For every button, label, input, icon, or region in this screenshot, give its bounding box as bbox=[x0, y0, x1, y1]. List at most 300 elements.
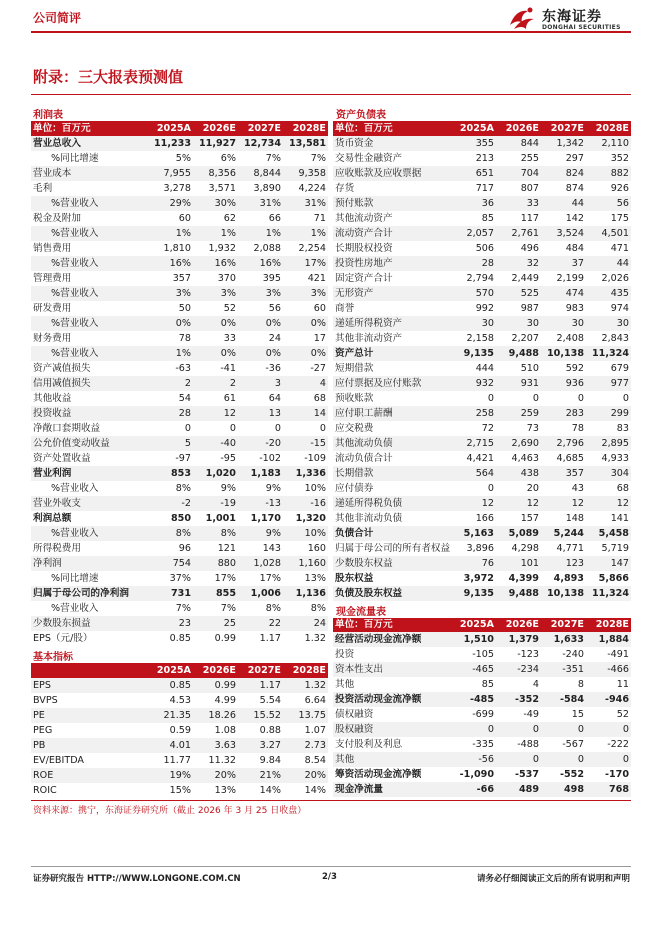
table-row bbox=[333, 316, 631, 331]
cell-2027e: -567 bbox=[562, 739, 584, 750]
logo-wave-icon bbox=[508, 5, 538, 33]
table-row bbox=[31, 556, 328, 571]
row-label: 固定资产合计 bbox=[335, 273, 393, 284]
row-label: 递延所得税资产 bbox=[333, 316, 451, 331]
cell-2025a: -2 bbox=[148, 496, 193, 511]
table-row bbox=[31, 181, 328, 196]
row-label: %营业收入 bbox=[31, 346, 148, 361]
cell-2028e: 471 bbox=[610, 243, 629, 254]
cell-2026e: 1,932 bbox=[208, 243, 236, 254]
cell-2027e: -351 bbox=[541, 662, 586, 677]
title-divider bbox=[31, 94, 631, 95]
row-label: 净利润 bbox=[31, 556, 148, 571]
cell-2028e: 2.73 bbox=[283, 738, 328, 753]
cell-2028e: 8.54 bbox=[304, 755, 326, 766]
table-row bbox=[333, 196, 631, 211]
table-row bbox=[31, 526, 328, 541]
unit-label: 单位：百万元 bbox=[333, 122, 451, 136]
row-label: EPS（元/股） bbox=[33, 633, 93, 644]
table-row bbox=[31, 301, 328, 316]
cell-2025a: 651 bbox=[451, 166, 496, 181]
cell-2026e: 1% bbox=[193, 226, 238, 241]
cell-2028e: 83 bbox=[616, 423, 629, 434]
table-row bbox=[333, 526, 631, 541]
cell-2028e: 8% bbox=[310, 603, 326, 614]
cell-2028e: 2,254 bbox=[298, 243, 326, 254]
row-label: 流动负债合计 bbox=[335, 453, 393, 464]
row-label: 投资收益 bbox=[31, 406, 148, 421]
row-label: 所得税费用 bbox=[33, 543, 81, 554]
cell-2025a: 213 bbox=[475, 153, 494, 164]
cell-2026e: 370 bbox=[217, 273, 236, 284]
cell-2025a: -485 bbox=[451, 692, 496, 707]
cell-2027e: 21% bbox=[238, 768, 283, 783]
cell-2026e: 73 bbox=[526, 423, 539, 434]
cell-2028e: 2,843 bbox=[601, 333, 629, 344]
cell-2026e: 855 bbox=[193, 586, 238, 601]
table-row bbox=[31, 511, 328, 526]
cell-2025a: 16% bbox=[148, 256, 193, 271]
cell-2028e: 20% bbox=[283, 768, 328, 783]
cell-2026e: -49 bbox=[523, 709, 539, 720]
cell-2027e: 592 bbox=[565, 363, 584, 374]
cell-2027e: -36 bbox=[265, 363, 281, 374]
cell-2027e: 983 bbox=[565, 303, 584, 314]
cell-2028e: 2,110 bbox=[586, 136, 631, 151]
cell-2028e: -491 bbox=[607, 649, 629, 660]
cell-2027e: 56 bbox=[268, 303, 281, 314]
table-row bbox=[31, 738, 328, 753]
cell-2025a: 258 bbox=[451, 406, 496, 421]
row-label: 商誉 bbox=[335, 303, 355, 314]
cell-2025a: 85 bbox=[481, 213, 494, 224]
cell-2025a: 444 bbox=[475, 363, 494, 374]
table-row bbox=[31, 241, 328, 256]
row-label: 应付票据及应付账款 bbox=[333, 376, 451, 391]
cell-2025a: 3,972 bbox=[463, 573, 494, 584]
row-label: 债权融资 bbox=[335, 709, 374, 720]
row-label: 营业成本 bbox=[31, 166, 148, 181]
cell-2025a: 0 bbox=[487, 483, 494, 494]
cell-2027e: 283 bbox=[541, 406, 586, 421]
cell-2026e: 880 bbox=[193, 556, 238, 571]
cell-2028e: -170 bbox=[604, 769, 629, 780]
cell-2027e: 143 bbox=[262, 543, 281, 554]
cell-2026e: -41 bbox=[220, 363, 236, 374]
cell-2027e: 5.54 bbox=[259, 695, 281, 706]
cell-2027e: 14% bbox=[259, 785, 281, 796]
cell-2027e: 484 bbox=[565, 243, 584, 254]
cell-2028e: 974 bbox=[610, 303, 629, 314]
cell-2025a: 2 bbox=[148, 376, 193, 391]
cell-2028e: 17% bbox=[283, 256, 328, 271]
cell-2025a: 166 bbox=[475, 513, 494, 524]
cell-2028e: 60 bbox=[313, 303, 326, 314]
table-row bbox=[333, 451, 631, 466]
cell-2025a: 4.53 bbox=[169, 695, 191, 706]
table-row bbox=[333, 737, 631, 752]
cell-2027e: 24 bbox=[268, 333, 281, 344]
cell-2026e: 4.99 bbox=[214, 695, 236, 706]
cell-2028e: 299 bbox=[586, 406, 631, 421]
cell-2026e: 13% bbox=[214, 785, 236, 796]
table-row bbox=[31, 496, 328, 511]
row-label: %同比增速 bbox=[51, 153, 99, 164]
col-2027e: 2027E bbox=[541, 122, 586, 136]
cell-2025a: 5 bbox=[148, 436, 193, 451]
cell-2028e: 24 bbox=[283, 616, 328, 631]
cell-2026e: 807 bbox=[520, 183, 539, 194]
table-row bbox=[333, 707, 631, 722]
cell-2025a: 8% bbox=[148, 526, 193, 541]
row-label: 应付债券 bbox=[335, 483, 374, 494]
balance-sheet-table bbox=[333, 122, 631, 601]
cell-2027e: 2,088 bbox=[253, 243, 281, 254]
cell-2028e: 6.64 bbox=[304, 695, 326, 706]
cell-2026e: 438 bbox=[496, 466, 541, 481]
row-label: 其他 bbox=[333, 752, 451, 767]
cell-2028e: 0 bbox=[586, 722, 631, 737]
col-2027e: 2027E bbox=[238, 664, 283, 678]
cell-2028e: 2,026 bbox=[601, 273, 629, 284]
cell-2028e: 926 bbox=[610, 183, 629, 194]
cell-2028e: 13% bbox=[304, 573, 326, 584]
table-row bbox=[333, 286, 631, 301]
cell-2026e: -537 bbox=[514, 769, 539, 780]
cell-2025a: 570 bbox=[451, 286, 496, 301]
cell-2028e: 13.75 bbox=[283, 708, 328, 723]
cell-2026e: 16% bbox=[193, 256, 238, 271]
row-label: 短期借款 bbox=[335, 363, 374, 374]
income-header-row bbox=[31, 122, 328, 136]
company-logo bbox=[508, 5, 633, 33]
cell-2026e: 4,298 bbox=[511, 543, 539, 554]
cell-2026e: 25 bbox=[193, 616, 238, 631]
table-row bbox=[333, 181, 631, 196]
cell-2028e: 1.07 bbox=[304, 725, 326, 736]
cell-2028e: 160 bbox=[307, 543, 326, 554]
row-label: EV/EBITDA bbox=[33, 755, 84, 766]
row-label: 其他收益 bbox=[33, 393, 72, 404]
row-label: 资产减值损失 bbox=[33, 363, 91, 374]
cell-2027e: 0% bbox=[238, 346, 283, 361]
cell-2025a: 850 bbox=[170, 513, 191, 524]
cell-2026e: -234 bbox=[496, 662, 541, 677]
table-row bbox=[31, 391, 328, 406]
cell-2026e: 9,488 bbox=[496, 586, 541, 601]
row-label: 其他流动资产 bbox=[335, 213, 393, 224]
cell-2025a: -335 bbox=[472, 739, 494, 750]
cell-2026e: 987 bbox=[520, 303, 539, 314]
cell-2026e: 8,356 bbox=[193, 166, 238, 181]
row-label: 存货 bbox=[335, 183, 355, 194]
cell-2025a: 0.59 bbox=[169, 725, 191, 736]
row-label: 应付职工薪酬 bbox=[333, 406, 451, 421]
col-2025a: 2025A bbox=[148, 122, 193, 136]
cell-2028e: 68 bbox=[313, 393, 326, 404]
row-label: 资产处置收益 bbox=[33, 453, 91, 464]
cell-2026e: 2,207 bbox=[511, 333, 539, 344]
cell-2028e: 768 bbox=[586, 782, 631, 797]
table-row bbox=[31, 466, 328, 481]
cell-2026e: 0 bbox=[229, 423, 236, 434]
cell-2026e: 4 bbox=[532, 679, 539, 690]
row-label: 研发费用 bbox=[33, 303, 72, 314]
cell-2027e: 1,342 bbox=[541, 136, 586, 151]
cell-2026e: -95 bbox=[220, 453, 236, 464]
row-label: %营业收入 bbox=[31, 226, 148, 241]
cell-2028e: 17 bbox=[313, 333, 326, 344]
row-label: BVPS bbox=[33, 695, 58, 706]
table-row bbox=[333, 421, 631, 436]
cell-2028e: -27 bbox=[310, 363, 326, 374]
cell-2025a: 28 bbox=[451, 256, 496, 271]
cell-2025a: 1,810 bbox=[163, 243, 191, 254]
cell-2026e: 1,020 bbox=[193, 466, 238, 481]
cell-2025a: -66 bbox=[451, 782, 496, 797]
cell-2028e: 1,160 bbox=[283, 556, 328, 571]
cell-2028e: 5,719 bbox=[601, 543, 629, 554]
table-row bbox=[333, 151, 631, 166]
table-row bbox=[31, 376, 328, 391]
row-label: 预收账款 bbox=[335, 393, 374, 404]
cell-2028e: -466 bbox=[586, 662, 631, 677]
col-2026e: 2026E bbox=[496, 122, 541, 136]
cell-2026e: 2,449 bbox=[511, 273, 539, 284]
cell-2028e: 30 bbox=[586, 316, 631, 331]
cell-2025a: 19% bbox=[148, 768, 193, 783]
table-row bbox=[31, 753, 328, 768]
table-row bbox=[333, 361, 631, 376]
cell-2027e: 17% bbox=[259, 573, 281, 584]
cell-2028e: 10% bbox=[304, 483, 326, 494]
cell-2028e: 1,884 bbox=[586, 632, 631, 647]
cell-2027e: -584 bbox=[541, 692, 586, 707]
cell-2028e: -16 bbox=[283, 496, 328, 511]
cell-2027e: 1,170 bbox=[250, 513, 281, 524]
row-label: PEG bbox=[33, 725, 53, 736]
table-row bbox=[333, 256, 631, 271]
cell-2028e: -946 bbox=[586, 692, 631, 707]
indicators-title: 基本指标 bbox=[33, 652, 73, 663]
cell-2028e: 68 bbox=[616, 483, 629, 494]
row-label: 货币资金 bbox=[333, 136, 451, 151]
cell-2027e: 78 bbox=[571, 423, 584, 434]
table-row bbox=[31, 286, 328, 301]
cell-2025a: -97 bbox=[175, 453, 191, 464]
cell-2025a: 731 bbox=[148, 586, 193, 601]
col-2025a: 2025A bbox=[451, 122, 496, 136]
indicators-header-blank bbox=[31, 664, 148, 678]
row-label: 投资性房地产 bbox=[333, 256, 451, 271]
col-2027e: 2027E bbox=[238, 122, 283, 136]
table-row bbox=[333, 782, 631, 797]
cell-2026e: 0% bbox=[193, 346, 238, 361]
cell-2027e: -240 bbox=[562, 649, 584, 660]
page-number: 2/3 bbox=[322, 872, 337, 882]
cell-2028e: 141 bbox=[610, 513, 629, 524]
cell-2028e: 1,320 bbox=[295, 513, 326, 524]
cell-2027e: 0 bbox=[541, 752, 586, 767]
cell-2025a: 853 bbox=[148, 466, 193, 481]
cell-2027e: 9% bbox=[265, 483, 281, 494]
table-row bbox=[333, 271, 631, 286]
cell-2025a: 9,135 bbox=[451, 586, 496, 601]
cell-2027e: 498 bbox=[541, 782, 586, 797]
row-label: %营业收入 bbox=[31, 286, 148, 301]
cell-2025a: 717 bbox=[475, 183, 494, 194]
cell-2025a: 96 bbox=[178, 543, 191, 554]
cell-2027e: 64 bbox=[268, 393, 281, 404]
cell-2027e: 3,890 bbox=[253, 183, 281, 194]
cell-2028e: 71 bbox=[313, 213, 326, 224]
table-row bbox=[333, 346, 631, 361]
table-row bbox=[333, 767, 631, 782]
cell-2027e: 31% bbox=[238, 196, 283, 211]
row-label: ROIC bbox=[33, 785, 57, 796]
cell-2025a: -56 bbox=[451, 752, 496, 767]
row-label: 公允价值变动收益 bbox=[31, 436, 148, 451]
cell-2025a: 1% bbox=[148, 226, 193, 241]
table-row bbox=[333, 301, 631, 316]
cell-2025a: 29% bbox=[148, 196, 193, 211]
cell-2028e: 7% bbox=[310, 153, 326, 164]
income-title: 利润表 bbox=[33, 110, 63, 121]
row-label: PB bbox=[31, 738, 148, 753]
cell-2028e: 11,324 bbox=[586, 586, 631, 601]
cell-2026e: 525 bbox=[496, 286, 541, 301]
cell-2025a: 5% bbox=[175, 153, 191, 164]
cell-2026e: 1,001 bbox=[205, 513, 236, 524]
row-label: 投资 bbox=[335, 649, 355, 660]
section-title: 附录：三大报表预测值 bbox=[33, 68, 184, 86]
row-label: %营业收入 bbox=[31, 256, 148, 271]
cell-2027e: 395 bbox=[262, 273, 281, 284]
cell-2026e: 30 bbox=[496, 316, 541, 331]
cell-2025a: 0 bbox=[184, 423, 191, 434]
table-row bbox=[333, 647, 631, 662]
row-label: 负债合计 bbox=[333, 526, 451, 541]
cell-2028e: 0% bbox=[283, 316, 328, 331]
table-row bbox=[31, 316, 328, 331]
cell-2028e: 44 bbox=[586, 256, 631, 271]
table-row bbox=[31, 481, 328, 496]
cell-2026e: 0% bbox=[193, 316, 238, 331]
table-row bbox=[333, 662, 631, 677]
cell-2025a: 2,057 bbox=[451, 226, 496, 241]
row-label: 无形资产 bbox=[333, 286, 451, 301]
cell-2026e: 157 bbox=[520, 513, 539, 524]
cell-2027e: 0 bbox=[577, 393, 584, 404]
cell-2027e: 148 bbox=[565, 513, 584, 524]
cell-2026e: 117 bbox=[520, 213, 539, 224]
row-label: 财务费用 bbox=[33, 333, 72, 344]
cell-2025a: 357 bbox=[172, 273, 191, 284]
cell-2027e: 936 bbox=[541, 376, 586, 391]
cell-2026e: 931 bbox=[496, 376, 541, 391]
row-label: 营业外收支 bbox=[31, 496, 148, 511]
cell-2027e: 43 bbox=[571, 483, 584, 494]
cell-2026e: 0 bbox=[496, 722, 541, 737]
cell-2026e: 20% bbox=[193, 768, 238, 783]
cell-2027e: 142 bbox=[565, 213, 584, 224]
table-row bbox=[333, 391, 631, 406]
cell-2026e: -488 bbox=[517, 739, 539, 750]
row-label: 营业总收入 bbox=[31, 136, 148, 151]
cell-2027e: 2,408 bbox=[556, 333, 584, 344]
row-label: 经营活动现金流净额 bbox=[333, 632, 451, 647]
cell-2028e: 14% bbox=[304, 785, 326, 796]
cell-2028e: 435 bbox=[586, 286, 631, 301]
cell-2025a: 932 bbox=[451, 376, 496, 391]
table-row bbox=[333, 136, 631, 151]
table-row bbox=[333, 722, 631, 737]
row-label: 其他流动负债 bbox=[333, 436, 451, 451]
cell-2026e: 2 bbox=[193, 376, 238, 391]
row-label: 其他非流动负债 bbox=[335, 513, 403, 524]
cell-2025a: 11.77 bbox=[163, 755, 191, 766]
table-row bbox=[333, 331, 631, 346]
cell-2027e: 4,893 bbox=[553, 573, 584, 584]
cell-2026e: 8% bbox=[193, 526, 238, 541]
cell-2028e: 5,458 bbox=[586, 526, 631, 541]
col-2026e: 2026E bbox=[193, 122, 238, 136]
cell-2025a: 0 bbox=[451, 722, 496, 737]
table-row bbox=[333, 226, 631, 241]
cell-2025a: 15% bbox=[169, 785, 191, 796]
cell-2026e: 496 bbox=[520, 243, 539, 254]
cell-2028e: 1% bbox=[283, 226, 328, 241]
table-row bbox=[31, 421, 328, 436]
tables-bottom-rule bbox=[31, 800, 631, 801]
table-row bbox=[333, 436, 631, 451]
cell-2028e: 12 bbox=[586, 496, 631, 511]
table-row bbox=[31, 678, 328, 693]
row-label: 销售费用 bbox=[33, 243, 72, 254]
cell-2026e: 1.08 bbox=[214, 725, 236, 736]
cell-2028e: 9,358 bbox=[283, 166, 328, 181]
cell-2027e: 12,734 bbox=[238, 136, 283, 151]
cell-2026e: 2,690 bbox=[496, 436, 541, 451]
cell-2025a: 0.85 bbox=[169, 633, 191, 644]
table-row bbox=[333, 211, 631, 226]
table-row bbox=[31, 151, 328, 166]
cell-2027e: 37 bbox=[541, 256, 586, 271]
cell-2025a: 60 bbox=[178, 213, 191, 224]
footer-website[interactable]: 证券研究报告 HTTP://WWW.LONGONE.COM.CN bbox=[33, 874, 241, 884]
row-label: %营业收入 bbox=[51, 603, 99, 614]
row-label: 营业利润 bbox=[31, 466, 148, 481]
cell-2025a: 2,715 bbox=[451, 436, 496, 451]
cell-2028e: 2,895 bbox=[586, 436, 631, 451]
cell-2026e: 32 bbox=[496, 256, 541, 271]
cell-2026e: 255 bbox=[520, 153, 539, 164]
cell-2027e: 4,771 bbox=[556, 543, 584, 554]
cell-2027e: 3% bbox=[238, 286, 283, 301]
row-label: 少数股东权益 bbox=[333, 556, 451, 571]
table-row bbox=[31, 346, 328, 361]
row-label: %营业收入 bbox=[31, 316, 148, 331]
cell-2026e: 3.63 bbox=[193, 738, 238, 753]
cell-2026e: 3,571 bbox=[208, 183, 236, 194]
row-label: %营业收入 bbox=[31, 526, 148, 541]
row-label: 交易性金融资产 bbox=[335, 153, 403, 164]
row-label: 流动资产合计 bbox=[333, 226, 451, 241]
cell-2026e: 101 bbox=[496, 556, 541, 571]
cell-2028e: 1.32 bbox=[283, 678, 328, 693]
cell-2028e: -222 bbox=[607, 739, 629, 750]
cell-2026e: 11.32 bbox=[208, 755, 236, 766]
